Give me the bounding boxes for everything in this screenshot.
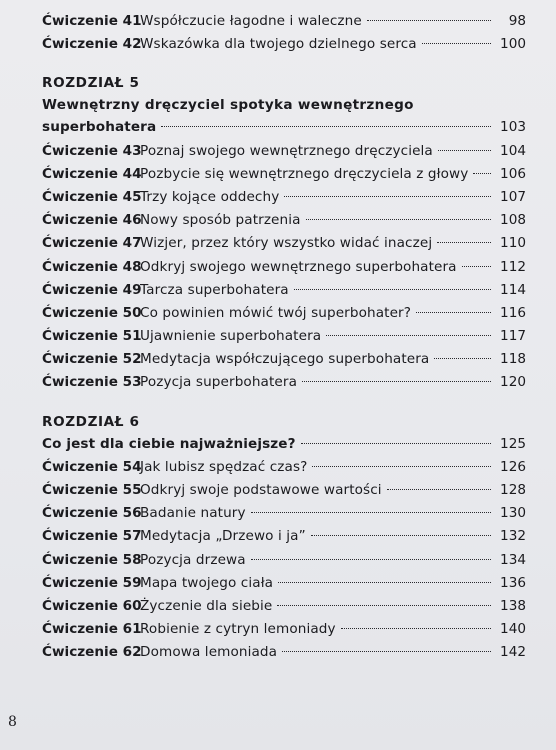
- exercise-label: Ćwiczenie 48: [42, 258, 142, 275]
- page-ref: 125: [500, 435, 526, 452]
- dot-leader: [438, 150, 491, 151]
- toc-entry: [42, 371, 526, 394]
- toc-entry: [42, 186, 526, 209]
- exercise-title: Jak lubisz spędzać czas?: [140, 458, 308, 475]
- exercise-label: Ćwiczenie 54: [42, 458, 142, 475]
- dot-leader: [422, 43, 491, 44]
- chapter-title-row: [42, 116, 526, 139]
- page-ref: 142: [500, 644, 526, 661]
- dot-leader: [311, 535, 491, 536]
- toc-entry: [42, 595, 526, 618]
- exercise-label: Ćwiczenie 53: [42, 374, 142, 391]
- exercise-title: Co powinien mówić twój superbohater?: [140, 304, 412, 321]
- dot-leader: [341, 628, 491, 629]
- chapter-label: ROZDZIAŁ 6: [42, 413, 140, 430]
- exercise-label: Ćwiczenie 51: [42, 328, 142, 345]
- exercise-label: Ćwiczenie 42: [42, 36, 142, 53]
- toc-entry: [42, 256, 526, 279]
- page-ref: 134: [500, 551, 526, 568]
- page-ref: 130: [500, 505, 526, 522]
- toc-entry: [42, 618, 526, 641]
- page-ref: 104: [500, 142, 526, 159]
- page-ref: 106: [500, 165, 526, 182]
- dot-leader: [294, 289, 491, 290]
- chapter-label: ROZDZIAŁ 5: [42, 75, 140, 92]
- exercise-title: Nowy sposób patrzenia: [140, 212, 301, 229]
- exercise-title: Pozycja drzewa: [140, 551, 246, 568]
- dot-leader: [251, 559, 491, 560]
- exercise-label: Ćwiczenie 47: [42, 235, 142, 252]
- exercise-label: Ćwiczenie 49: [42, 281, 142, 298]
- toc-entry: [42, 209, 526, 232]
- exercise-label: Ćwiczenie 62: [42, 644, 142, 661]
- page-ref: 107: [500, 188, 526, 205]
- page-ref: 110: [500, 235, 526, 252]
- dot-leader: [278, 582, 491, 583]
- exercise-title: Odkryj swoje podstawowe wartości: [140, 482, 382, 498]
- exercise-label: Ćwiczenie 52: [42, 351, 142, 368]
- exercise-title: Życzenie dla siebie: [140, 597, 273, 614]
- exercise-title: Robienie z cytryn lemoniady: [140, 621, 336, 638]
- page-ref: 126: [500, 458, 526, 475]
- dot-leader: [416, 312, 491, 313]
- page-ref: 140: [500, 621, 526, 638]
- table-of-contents: [42, 10, 526, 665]
- exercise-title: Wskazówka dla twojego dzielnego serca: [140, 36, 417, 53]
- exercise-title: Badanie natury: [140, 505, 246, 522]
- exercise-title: Wizjer, przez który wszystko widać inaczej: [140, 235, 433, 252]
- chapter-title: Co jest dla ciebie najważniejsze?: [42, 435, 296, 452]
- toc-entry: [42, 502, 526, 525]
- page-ref: 100: [500, 36, 526, 53]
- exercise-label: Ćwiczenie 46: [42, 212, 142, 229]
- chapter-title: Wewnętrzny dręczyciel spotyka wewnętrznego: [42, 97, 414, 114]
- toc-entry: [42, 572, 526, 595]
- dot-leader: [462, 266, 491, 267]
- dot-leader: [306, 219, 491, 220]
- exercise-label: Ćwiczenie 55: [42, 482, 142, 498]
- exercise-label: Ćwiczenie 57: [42, 528, 142, 545]
- page-number: 8: [8, 714, 17, 730]
- exercise-title: Trzy kojące oddechy: [140, 188, 280, 205]
- dot-leader: [473, 173, 491, 174]
- chapter-title-continued: superbohatera: [42, 119, 157, 136]
- page-ref: 116: [500, 304, 526, 321]
- exercise-title: Pozbycie się wewnętrznego dręczyciela z głowy: [140, 165, 469, 182]
- exercise-label: Ćwiczenie 41: [42, 13, 142, 29]
- dot-leader: [284, 196, 491, 197]
- page-ref: 136: [500, 574, 526, 591]
- page-ref: 118: [500, 351, 526, 368]
- dot-leader: [282, 651, 491, 652]
- exercise-title: Poznaj swojego wewnętrznego dręczyciela: [140, 142, 433, 159]
- exercise-title: Medytacja współczującego superbohatera: [140, 351, 430, 368]
- toc-entry: [42, 325, 526, 348]
- exercise-label: Ćwiczenie 44: [42, 165, 142, 182]
- page-ref: 108: [500, 212, 526, 229]
- dot-leader: [367, 20, 491, 21]
- exercise-label: Ćwiczenie 61: [42, 621, 142, 638]
- exercise-label: Ćwiczenie 59: [42, 574, 142, 591]
- exercise-title: Tarcza superbohatera: [140, 281, 289, 298]
- page-ref: 98: [508, 13, 526, 29]
- exercise-label: Ćwiczenie 50: [42, 304, 142, 321]
- toc-entry: [42, 279, 526, 302]
- page-ref: 138: [500, 597, 526, 614]
- toc-entry: [42, 479, 526, 502]
- exercise-label: Ćwiczenie 45: [42, 188, 142, 205]
- exercise-title: Mapa twojego ciała: [140, 574, 274, 591]
- exercise-title: Pozycja superbohatera: [140, 374, 297, 391]
- exercise-title: Medytacja „Drzewo i ja”: [140, 528, 306, 545]
- exercise-label: Ćwiczenie 60: [42, 597, 142, 614]
- toc-entry: [42, 641, 526, 664]
- dot-leader: [302, 381, 491, 382]
- toc-entry: [42, 33, 526, 56]
- toc-entry: [42, 525, 526, 548]
- exercise-label: Ćwiczenie 43: [42, 142, 142, 159]
- page-ref: 103: [500, 119, 526, 136]
- dot-leader: [312, 466, 491, 467]
- exercise-label: Ćwiczenie 56: [42, 505, 142, 522]
- toc-entry: [42, 163, 526, 186]
- dot-leader: [301, 443, 491, 444]
- dot-leader: [277, 605, 491, 606]
- page-ref: 128: [500, 482, 526, 498]
- toc-entry: [42, 549, 526, 572]
- toc-entry: [42, 232, 526, 255]
- toc-entry: [42, 302, 526, 325]
- toc-entry: [42, 140, 526, 163]
- dot-leader: [387, 489, 491, 490]
- toc-entry: [42, 10, 526, 33]
- dot-leader: [161, 126, 491, 127]
- exercise-label: Ćwiczenie 58: [42, 551, 142, 568]
- toc-entry: [42, 348, 526, 371]
- page-ref: 114: [500, 281, 526, 298]
- exercise-title: Odkryj swojego wewnętrznego superbohatera: [140, 258, 457, 275]
- page-ref: 112: [500, 258, 526, 275]
- exercise-title: Ujawnienie superbohatera: [140, 328, 322, 345]
- page-ref: 120: [500, 374, 526, 391]
- page-ref: 117: [500, 328, 526, 345]
- exercise-title: Domowa lemoniada: [140, 644, 278, 661]
- exercise-title: Współczucie łagodne i waleczne: [140, 13, 362, 29]
- dot-leader: [437, 242, 491, 243]
- dot-leader: [251, 512, 491, 513]
- chapter-title-row: [42, 433, 526, 456]
- dot-leader: [434, 358, 491, 359]
- toc-entry: [42, 456, 526, 479]
- dot-leader: [326, 335, 491, 336]
- page-ref: 132: [500, 528, 526, 545]
